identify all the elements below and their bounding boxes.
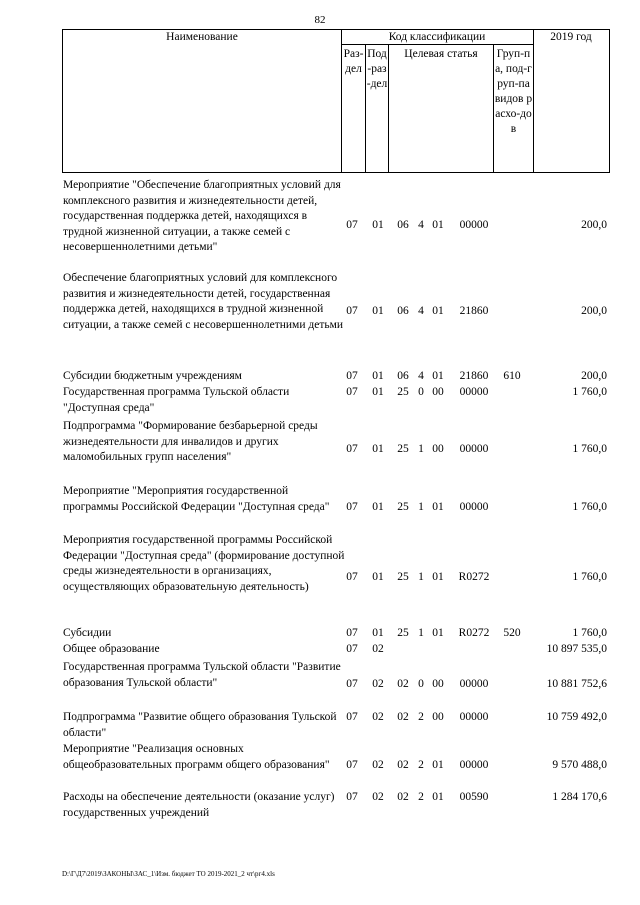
row-code-rz: 07 [346,501,358,513]
row-name: Мероприятие "Мероприятия государственной программы Российской Федерации "Доступная среда" [63,485,330,513]
row-code-c4: 00000 [459,759,489,771]
row-code-c3: 01 [432,791,444,803]
row-code-pr: 01 [372,386,384,398]
table-row [0,484,640,529]
row-name: Подпрограмма "Формирование безбарьерной среды жизнедеятельности для инвалидов и других маломобильных групп населения" [63,420,318,463]
row-code-c4: 21860 [459,370,489,382]
row-code-pr: 02 [372,643,384,655]
page-number: 82 [314,14,326,26]
row-code-c1: 06 [397,370,409,382]
row-code-rz: 07 [346,643,358,655]
row-code-pr: 01 [372,627,384,639]
table-row [0,660,640,707]
row-name: Мероприятие "Обеспечение благоприятных условий для комплексного развития и жизнедеятельности детей, государственная поддержка детей, находящихся в трудной жизненной ситуации, а также семей с несовершеннолетними детьми" [63,179,341,253]
row-amount: 200,0 [581,370,607,382]
row-code-c1: 25 [397,627,409,639]
row-code-c1: 25 [397,443,409,455]
row-code-c3: 01 [432,571,444,583]
header-year: 2019 год [550,31,592,43]
row-code-pr: 01 [372,370,384,382]
row-code-c2: 1 [418,501,424,513]
row-code-c2: 2 [418,711,424,723]
row-name: Мероприятие "Реализация основных общеобразовательных программ общего образования" [63,743,330,771]
row-code-c3: 01 [432,370,444,382]
row-code-c2: 2 [418,791,424,803]
header-name: Наименование [166,31,238,43]
table-row [0,369,640,384]
header-classification: Код классификации [388,31,486,43]
row-code-c3: 01 [432,219,444,231]
row-amount: 1 760,0 [572,501,607,513]
row-code-c1: 02 [397,791,409,803]
row-code-c4: R0272 [458,571,490,583]
file-path: D:\Г\Д7\2019\ЗАКОНЫ\ЗАС_1\Изм. бюджет ТО 2019-2021_2 чт\рг4.xls [62,870,275,878]
row-code-rz: 07 [346,443,358,455]
row-code-c2: 1 [418,627,424,639]
row-amount: 1 760,0 [572,571,607,583]
row-code-c2: 0 [418,386,424,398]
row-code-rz: 07 [346,370,358,382]
row-code-c4: 00000 [459,219,489,231]
row-name: Общее образование [63,643,160,655]
row-code-pr: 02 [372,711,384,723]
row-code-c1: 02 [397,711,409,723]
row-code-c4: 00000 [459,711,489,723]
row-code-c4: 00000 [459,443,489,455]
row-code-c2: 2 [418,759,424,771]
table-row [0,790,640,820]
row-code-c4: 00590 [459,791,489,803]
row-code-c4: 21860 [459,305,489,317]
row-amount: 10 759 492,0 [546,711,607,723]
table-row [0,271,640,351]
row-code-c4: 00000 [459,501,489,513]
row-code-rz: 07 [346,678,358,690]
table-header [62,29,610,173]
row-amount: 1 760,0 [572,443,607,455]
row-code-rz: 07 [346,219,358,231]
row-name: Субсидии бюджетным учреждениям [63,370,242,382]
table-row [0,626,640,641]
row-name: Мероприятия государственной программы Российской Федерации "Доступная среда" (формирование доступной среды жизнедеятельности в организациях, осуществляющих образовательную деятельность) [63,534,345,593]
row-code-pr: 02 [372,678,384,690]
row-amount: 10 897 535,0 [546,643,607,655]
row-code-rz: 07 [346,759,358,771]
row-code-c4: 00000 [459,678,489,690]
row-code-c2: 4 [418,219,424,231]
row-code-pr: 01 [372,305,384,317]
row-amount: 200,0 [581,305,607,317]
row-code-c3: 00 [432,443,444,455]
row-code-c2: 1 [418,443,424,455]
row-code-c1: 25 [397,386,409,398]
row-amount: 9 570 488,0 [552,759,607,771]
table-row [0,178,640,271]
row-code-c1: 06 [397,305,409,317]
row-code-pr: 01 [372,501,384,513]
table-row [0,419,640,479]
row-code-c3: 00 [432,386,444,398]
row-code-pr: 02 [372,759,384,771]
row-name: Расходы на обеспечение деятельности (оказание услуг) государственных учреждений [63,791,335,819]
row-code-c1: 06 [397,219,409,231]
row-amount: 1 760,0 [572,386,607,398]
header-podrazdel: Под-раз-дел [366,48,388,90]
row-code-rz: 07 [346,791,358,803]
row-code-vr: 610 [503,370,521,382]
row-amount: 10 881 752,6 [546,678,607,690]
table-row [0,642,640,657]
row-code-c3: 01 [432,501,444,513]
row-name: Государственная программа Тульской области "Развитие образования Тульской области" [63,661,341,689]
row-code-c3: 01 [432,305,444,317]
row-name: Субсидии [63,627,112,639]
row-code-c1: 02 [397,678,409,690]
row-code-rz: 07 [346,711,358,723]
header-celevaya: Целевая статья [404,48,478,60]
row-name: Подпрограмма "Развитие общего образования Тульской области" [63,711,337,739]
row-code-pr: 02 [372,791,384,803]
row-amount: 1 760,0 [572,627,607,639]
row-name: Обеспечение благоприятных условий для комплексного развития и жизнедеятельности детей, государственная поддержка детей, находящихся в трудной жизненной ситуации, а также семей с несовершеннолетними детьми [63,272,344,331]
row-code-c4: R0272 [458,627,490,639]
row-code-c1: 02 [397,759,409,771]
row-amount: 200,0 [581,219,607,231]
header-gruppa: Груп-па, под-груп-па видов расхо-дов [494,48,533,135]
row-code-rz: 07 [346,386,358,398]
row-code-c2: 4 [418,370,424,382]
row-code-c3: 00 [432,678,444,690]
row-amount: 1 284 170,6 [552,791,607,803]
row-code-pr: 01 [372,443,384,455]
header-razdel: Раз-дел [343,48,364,75]
table-row [0,742,640,788]
row-code-c2: 1 [418,571,424,583]
table-row [0,533,640,621]
row-code-c4: 00000 [459,386,489,398]
row-code-pr: 01 [372,219,384,231]
row-code-pr: 01 [372,571,384,583]
table-row [0,385,640,416]
row-code-vr: 520 [503,627,521,639]
row-code-rz: 07 [346,305,358,317]
row-code-rz: 07 [346,627,358,639]
row-code-c3: 01 [432,627,444,639]
row-code-c3: 00 [432,711,444,723]
row-code-c1: 25 [397,571,409,583]
row-code-c1: 25 [397,501,409,513]
row-code-c2: 4 [418,305,424,317]
row-name: Государственная программа Тульской области "Доступная среда" [63,386,290,414]
table-row [0,710,640,740]
row-code-c3: 01 [432,759,444,771]
row-code-rz: 07 [346,571,358,583]
row-code-c2: 0 [418,678,424,690]
